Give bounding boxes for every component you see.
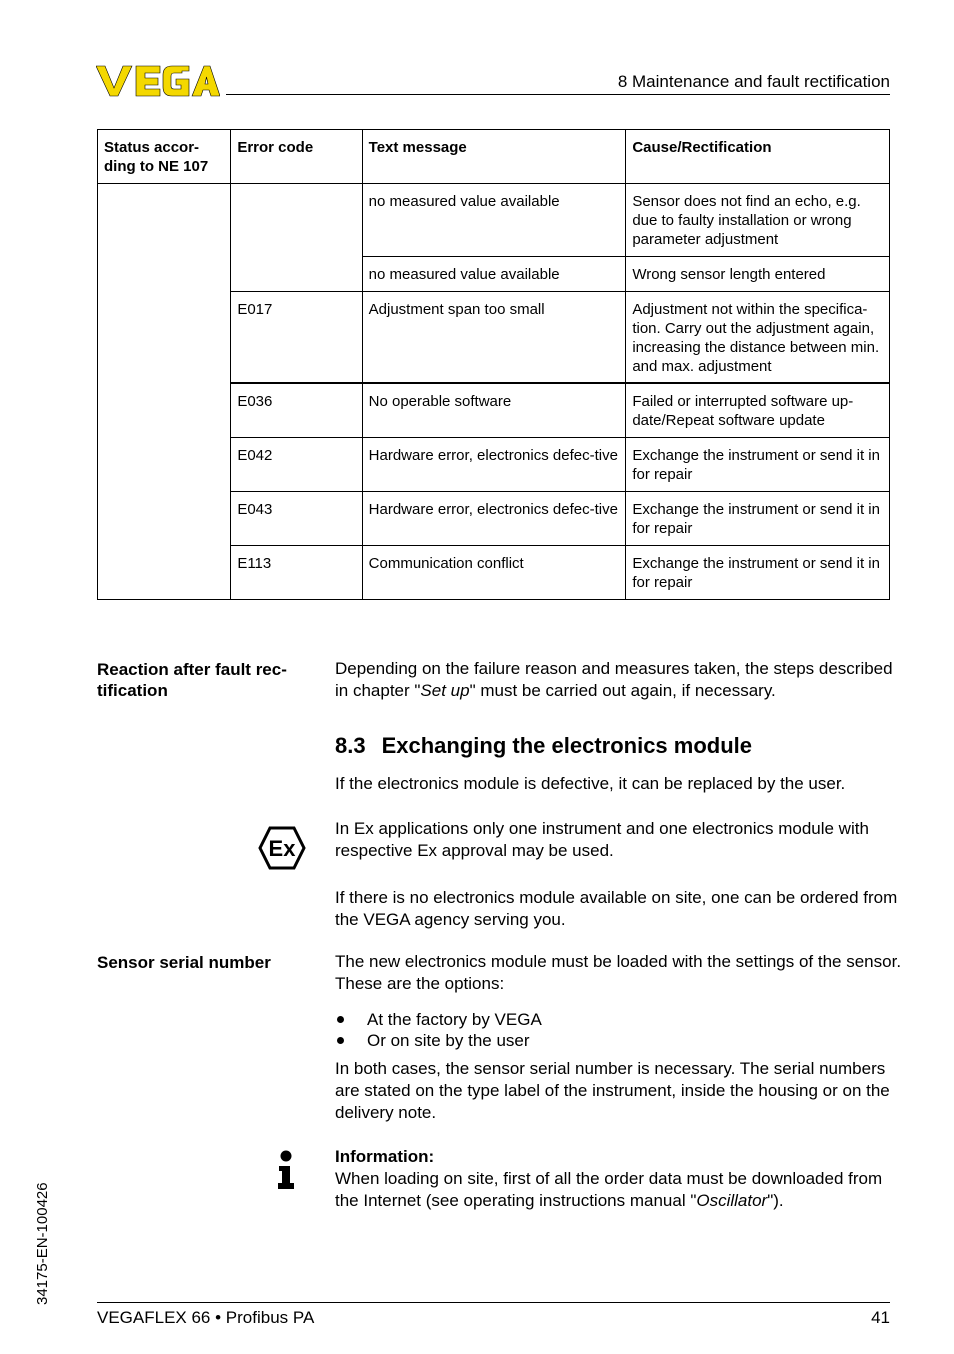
section-title-text: Exchanging the electronics module [381,733,753,758]
serial-text: The new electronics module must be loaded with the settings of the sensor. These are the options: [335,952,902,993]
chapter-reference: Set up [420,681,470,700]
info-icon [276,1150,296,1190]
text-message-cell: Hardware error, electronics defec-tive [362,437,626,491]
page-number: 41 [871,1308,890,1327]
section-number: 8.3 [335,733,366,758]
error-code-cell: E017 [231,292,362,384]
text-message-cell: no measured value available [362,184,626,257]
header-rule [226,94,890,95]
text-message-cell: no measured value available [362,257,626,292]
error-table [97,129,890,600]
manual-reference: Oscillator [696,1191,768,1210]
reaction-label: Reaction after fault rec-tification [97,660,287,700]
serial-label: Sensor serial number [97,953,271,972]
product-name: VEGAFLEX 66 • Profibus PA [97,1308,315,1327]
cause-cell: Adjustment not within the specifica-tion. Carry out the adjustment again, increasing the distance between min. and max. adjustment [626,292,890,384]
table-row [98,184,890,257]
header-error-code: Error code [231,130,362,184]
cause-cell: Wrong sensor length entered [626,257,890,292]
text-message-cell: Hardware error, electronics defec-tive [362,491,626,545]
list-item: Or on site by the user [335,1030,542,1051]
header-status: Status accor-ding to NE 107 [98,130,231,184]
cause-cell: Sensor does not find an echo, e.g. due to faulty installation or wrong parameter adjustment [626,184,890,257]
error-code-cell: E042 [231,437,362,491]
vega-logo [96,64,220,98]
order-note: If there is no electronics module available on site, one can be ordered from the VEGA agency serving you. [335,888,898,929]
document-id: 34175-EN-100426 [34,1182,51,1305]
error-code-cell [231,184,362,292]
info-text-part: When loading on site, first of all the order data must be downloaded from the Internet (see operating instructions manual " [335,1169,883,1210]
error-code-cell: E043 [231,491,362,545]
section-title [335,733,752,759]
error-code-cell: E113 [231,545,362,599]
info-title: Information: [335,1147,435,1166]
text-message-cell: Communication conflict [362,545,626,599]
options-list [335,1009,542,1051]
status-cell [98,184,231,600]
text-message-cell: No operable software [362,383,626,437]
info-text-part: "). [767,1191,784,1210]
table-header-row [98,130,890,184]
error-code-cell: E036 [231,383,362,437]
ex-hexagon-icon [258,826,306,870]
footer-rule [97,1302,890,1303]
serial-after: In both cases, the sensor serial number is necessary. The serial numbers are stated on the type label of the instrument, inside the housing or on the delivery note. [335,1059,890,1122]
reaction-text [335,658,905,702]
chapter-heading: 8 Maintenance and fault rectification [617,72,890,91]
section-intro: If the electronics module is defective, it can be replaced by the user. [335,774,846,793]
reaction-text-part: Depending on the failure reason and measures taken, the steps described in chapter " [335,659,893,700]
reaction-text-part: " must be carried out again, if necessary. [469,681,776,700]
svg-text:Ex: Ex [268,836,296,861]
info-text [335,1168,905,1212]
cause-cell: Exchange the instrument or send it in for repair [626,437,890,491]
text-message-cell: Adjustment span too small [362,292,626,384]
ex-note: In Ex applications only one instrument and one electronics module with respective Ex approval may be used. [335,819,869,860]
cause-cell: Failed or interrupted software up-date/Repeat software update [626,383,890,437]
header-text-message: Text message [362,130,626,184]
cause-cell: Exchange the instrument or send it in for repair [626,545,890,599]
list-item: At the factory by VEGA [335,1009,542,1030]
cause-cell: Exchange the instrument or send it in for repair [626,491,890,545]
header-cause: Cause/Rectification [626,130,890,184]
info-block [335,1146,905,1212]
